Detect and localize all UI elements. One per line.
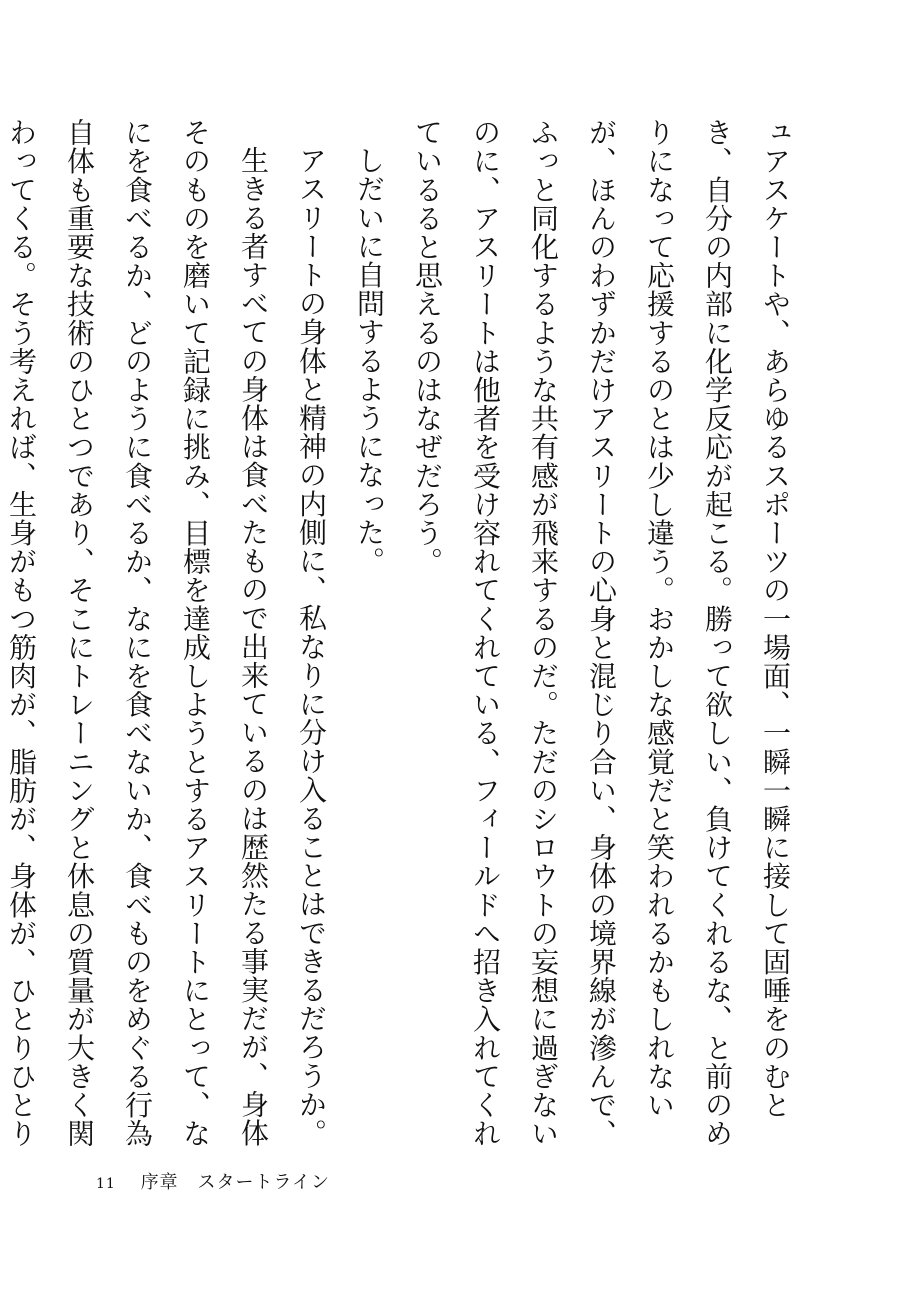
paragraph: アスリートの身体と精神の内側に、私なりに分け入ることはできるだろうか。 <box>295 146 328 1147</box>
vertical-body-text <box>5 118 804 1148</box>
paragraph: しだいに自問するようになった。 <box>353 146 386 575</box>
page-footer <box>96 1168 330 1194</box>
paragraph: 生きる者すべての身体は食べたもので出来ているのは歴然たる事実だが、身体そのものを磨いて記録に挑み、目標を達成しようとするアスリートにとって、なにを食べるか、どのように食べるか、なにを食べないか、食べものをめぐる行為自体も重要な技術のひとつであり、そこにトレーニングと休息の質量が大きく関わってくる。そう考えれば、生身がもつ筋肉が、脂肪が、身体が、ひとりひとり <box>5 118 270 1148</box>
chapter-title: 序章 スタートライン <box>140 1172 331 1193</box>
page-number: 11 <box>96 1176 116 1192</box>
paragraph: ュアスケートや、あらゆるスポーツの一場面、一瞬一瞬に接して固唾をのむとき、自分の内部に化学反応が起こる。勝って欲しい、負けてくれるな、と前のめりになって応援するのとは少し違う。おかしな感覚だと笑われるかもしれないが、ほんのわずかだけアスリートの心身と混じり合い、身体の境界線が滲んで、ふっと同化するような共有感が飛来するのだ。ただのシロウトの妄想に過ぎないのに、アスリートは他者を受け容れてくれている、フィールドへ招き入れてくれているると思えるのはなぜだろう。 <box>411 118 792 1148</box>
